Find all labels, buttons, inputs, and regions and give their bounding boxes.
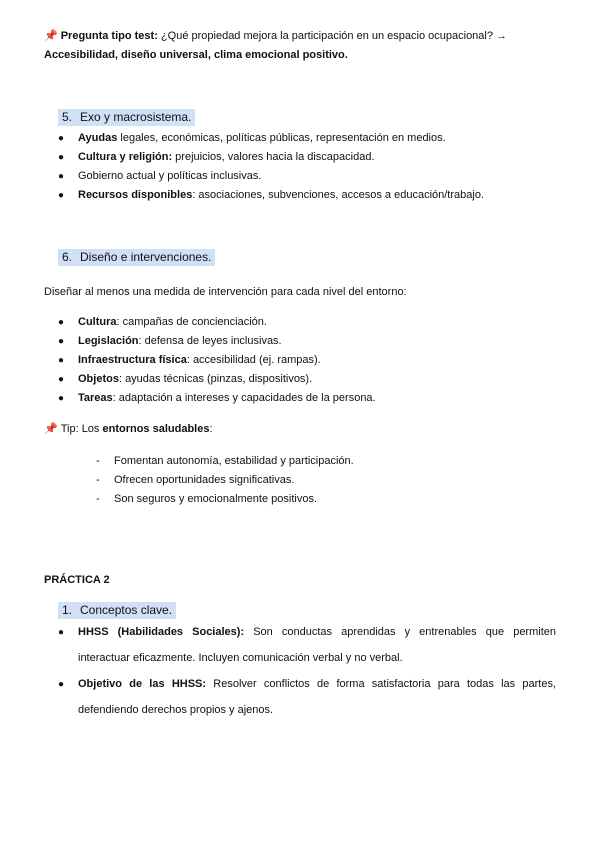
bullet-icon: ● — [58, 190, 65, 201]
dash-icon: - — [96, 474, 100, 486]
section-5-title: Exo y macrosistema. — [80, 110, 192, 124]
list-item — [58, 625, 78, 640]
tip-bold: entornos saludables — [102, 423, 210, 435]
bullet-icon: ● — [58, 317, 65, 328]
dash-icon: - — [96, 493, 100, 505]
list-item: ● Gobierno actual y políticas inclusivas. — [58, 170, 262, 182]
section-6-number: 6. — [62, 250, 73, 264]
test-question-text: ¿Qué propiedad mejora la participación en un espacio ocupacional? → — [157, 30, 508, 42]
section-6-title: Diseño e intervenciones. — [80, 250, 212, 264]
list-item: ● Cultura: campañas de concienciación. — [58, 316, 267, 328]
practica-2-section-1-title: Conceptos clave. — [80, 603, 173, 617]
bullet-icon: ● — [58, 152, 65, 163]
tip-line: 📌 Tip: Los entornos saludables: — [44, 423, 213, 435]
pin-icon: 📌 — [44, 423, 58, 435]
list-item: ● Recursos disponibles: asociaciones, subvenciones, accesos a educación/trabajo. — [58, 189, 484, 201]
section-5-heading — [58, 109, 195, 126]
sub-list-item: - Fomentan autonomía, estabilidad y participación. — [96, 455, 354, 467]
bullet-icon: ● — [58, 336, 65, 347]
list-item: ● Ayudas legales, económicas, políticas públicas, representación en medios. — [58, 132, 446, 144]
pin-icon: 📌 — [44, 30, 58, 42]
dash-icon: - — [96, 455, 100, 467]
section-6-intro: Diseñar al menos una medida de intervención para cada nivel del entorno: — [44, 286, 407, 298]
list-item: ● Legislación: defensa de leyes inclusivas. — [58, 335, 282, 347]
practica-2-title: PRÁCTICA 2 — [44, 574, 110, 586]
sub-list-item: - Son seguros y emocionalmente positivos. — [96, 493, 317, 505]
bullet-icon: ● — [58, 374, 65, 385]
sub-list-item: - Ofrecen oportunidades significativas. — [96, 474, 295, 486]
hhss-definition-line-1: HHSS (Habilidades Sociales): Son conductas aprendidas y entrenables que permiten — [78, 626, 556, 638]
test-answer-line — [44, 48, 348, 62]
bullet-icon: ● — [58, 679, 65, 690]
hhss-definition-line-2: interactuar eficazmente. Incluyen comunicación verbal y no verbal. — [78, 652, 403, 664]
list-item: ● Tareas: adaptación a intereses y capacidades de la persona. — [58, 392, 376, 404]
hhss-objective-line-1: Objetivo de las HHSS: Resolver conflictos de forma satisfactoria para todas las partes, — [78, 678, 557, 690]
practica-2-section-1-heading — [58, 602, 176, 619]
list-item: ● Objetos: ayudas técnicas (pinzas, dispositivos). — [58, 373, 313, 385]
bullet-icon: ● — [58, 133, 65, 144]
section-5-number: 5. — [62, 110, 73, 124]
bullet-icon: ● — [58, 627, 65, 638]
test-answer-text: Accesibilidad, diseño universal, clima emocional positivo. — [44, 49, 348, 61]
list-item: ● Infraestructura física: accesibilidad (ej. rampas). — [58, 354, 321, 366]
list-item — [58, 677, 78, 692]
bullet-icon: ● — [58, 171, 65, 182]
test-question-label: Pregunta tipo test: — [60, 30, 158, 42]
list-item: ● Cultura y religión: prejuicios, valores hacia la discapacidad. — [58, 151, 375, 163]
section-6-heading — [58, 249, 215, 266]
bullet-icon: ● — [58, 355, 65, 366]
bullet-icon: ● — [58, 393, 65, 404]
test-question-line — [44, 29, 507, 43]
hhss-objective-line-2: defendiendo derechos propios y ajenos. — [78, 704, 274, 716]
practica-2-section-1-number: 1. — [62, 603, 73, 617]
